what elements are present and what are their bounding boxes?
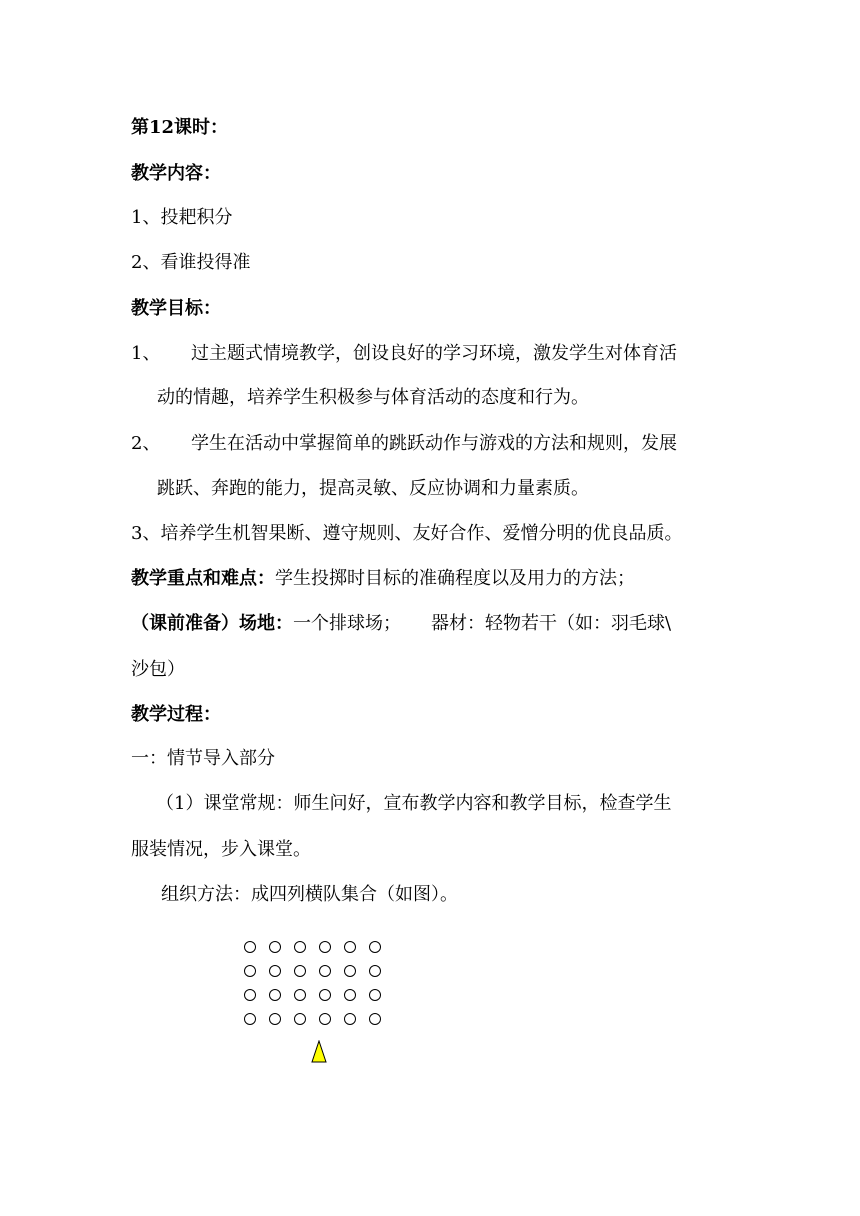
student-circle-icon: [294, 941, 306, 953]
objective-1-line-2: 动的情趣，培养学生积极参与体育活动的态度和行为。: [157, 387, 589, 408]
routine-line-1: （1）课堂常规：师生问好，宣布教学内容和教学目标，检查学生: [156, 793, 672, 814]
student-circle-icon: [244, 989, 256, 1001]
student-circle-icon: [319, 965, 331, 977]
student-circle-icon: [244, 965, 256, 977]
preparation-label: （课前准备）场地：: [131, 613, 293, 634]
routine-line-2: 服装情况，步入课堂。: [131, 839, 311, 860]
key-points: [131, 567, 635, 591]
preparation-line-1: [131, 612, 671, 636]
section-one-heading: 一：情节导入部分: [131, 748, 275, 769]
student-circle-icon: [344, 1013, 356, 1025]
student-circle-icon: [369, 941, 381, 953]
formation-row: [244, 935, 394, 959]
organization-method: 组织方法：成四列横队集合（如图）。: [161, 884, 458, 905]
content-heading: 教学内容：: [131, 163, 221, 184]
venue-text: 一个排球场；: [293, 613, 401, 634]
equipment-label: 器材：: [431, 613, 485, 634]
formation-row: [244, 959, 394, 983]
key-points-label: 教学重点和难点：: [131, 568, 275, 589]
teacher-icon: [311, 1040, 327, 1069]
preparation-line-2: 沙包）: [131, 659, 185, 680]
student-circle-icon: [344, 941, 356, 953]
objective-2-number: 2、: [131, 433, 161, 454]
student-circle-icon: [269, 941, 281, 953]
student-circle-icon: [269, 989, 281, 1001]
student-circle-icon: [369, 989, 381, 1001]
student-circle-icon: [319, 1013, 331, 1025]
formation-row: [244, 983, 394, 1007]
student-circle-icon: [344, 965, 356, 977]
objective-2-line-1: [131, 432, 677, 456]
student-circle-icon: [294, 1013, 306, 1025]
content-item-2: 2、看谁投得准: [131, 252, 251, 273]
student-circle-icon: [244, 941, 256, 953]
student-circle-icon: [369, 965, 381, 977]
lesson-title: 第12课时：: [131, 117, 229, 138]
content-item-1: 1、投耙积分: [131, 207, 233, 228]
student-circle-icon: [344, 989, 356, 1001]
objective-1-text: 过主题式情境教学，创设良好的学习环境，激发学生对体育活: [191, 343, 677, 364]
student-circle-icon: [269, 965, 281, 977]
process-heading: 教学过程：: [131, 704, 221, 725]
objective-3: 3、培养学生机智果断、遵守规则、友好合作、爱憎分明的优良品质。: [131, 523, 683, 544]
objective-1-number: 1、: [131, 343, 161, 364]
equipment-text: 轻物若干（如：羽毛球\: [485, 613, 672, 634]
objective-2-text: 学生在活动中掌握简单的跳跃动作与游戏的方法和规则，发展: [191, 433, 677, 454]
objective-2-line-2: 跳跃、奔跑的能力，提高灵敏、反应协调和力量素质。: [157, 478, 589, 499]
student-circle-icon: [294, 965, 306, 977]
objectives-heading: 教学目标：: [131, 298, 221, 319]
formation-diagram: [244, 935, 394, 1031]
student-circle-icon: [319, 941, 331, 953]
formation-row: [244, 1007, 394, 1031]
student-circle-icon: [269, 1013, 281, 1025]
student-circle-icon: [319, 989, 331, 1001]
student-circle-icon: [244, 1013, 256, 1025]
objective-1-line-1: [131, 342, 677, 366]
key-points-text: 学生投掷时目标的准确程度以及用力的方法；: [275, 568, 635, 589]
student-circle-icon: [369, 1013, 381, 1025]
student-circle-icon: [294, 989, 306, 1001]
